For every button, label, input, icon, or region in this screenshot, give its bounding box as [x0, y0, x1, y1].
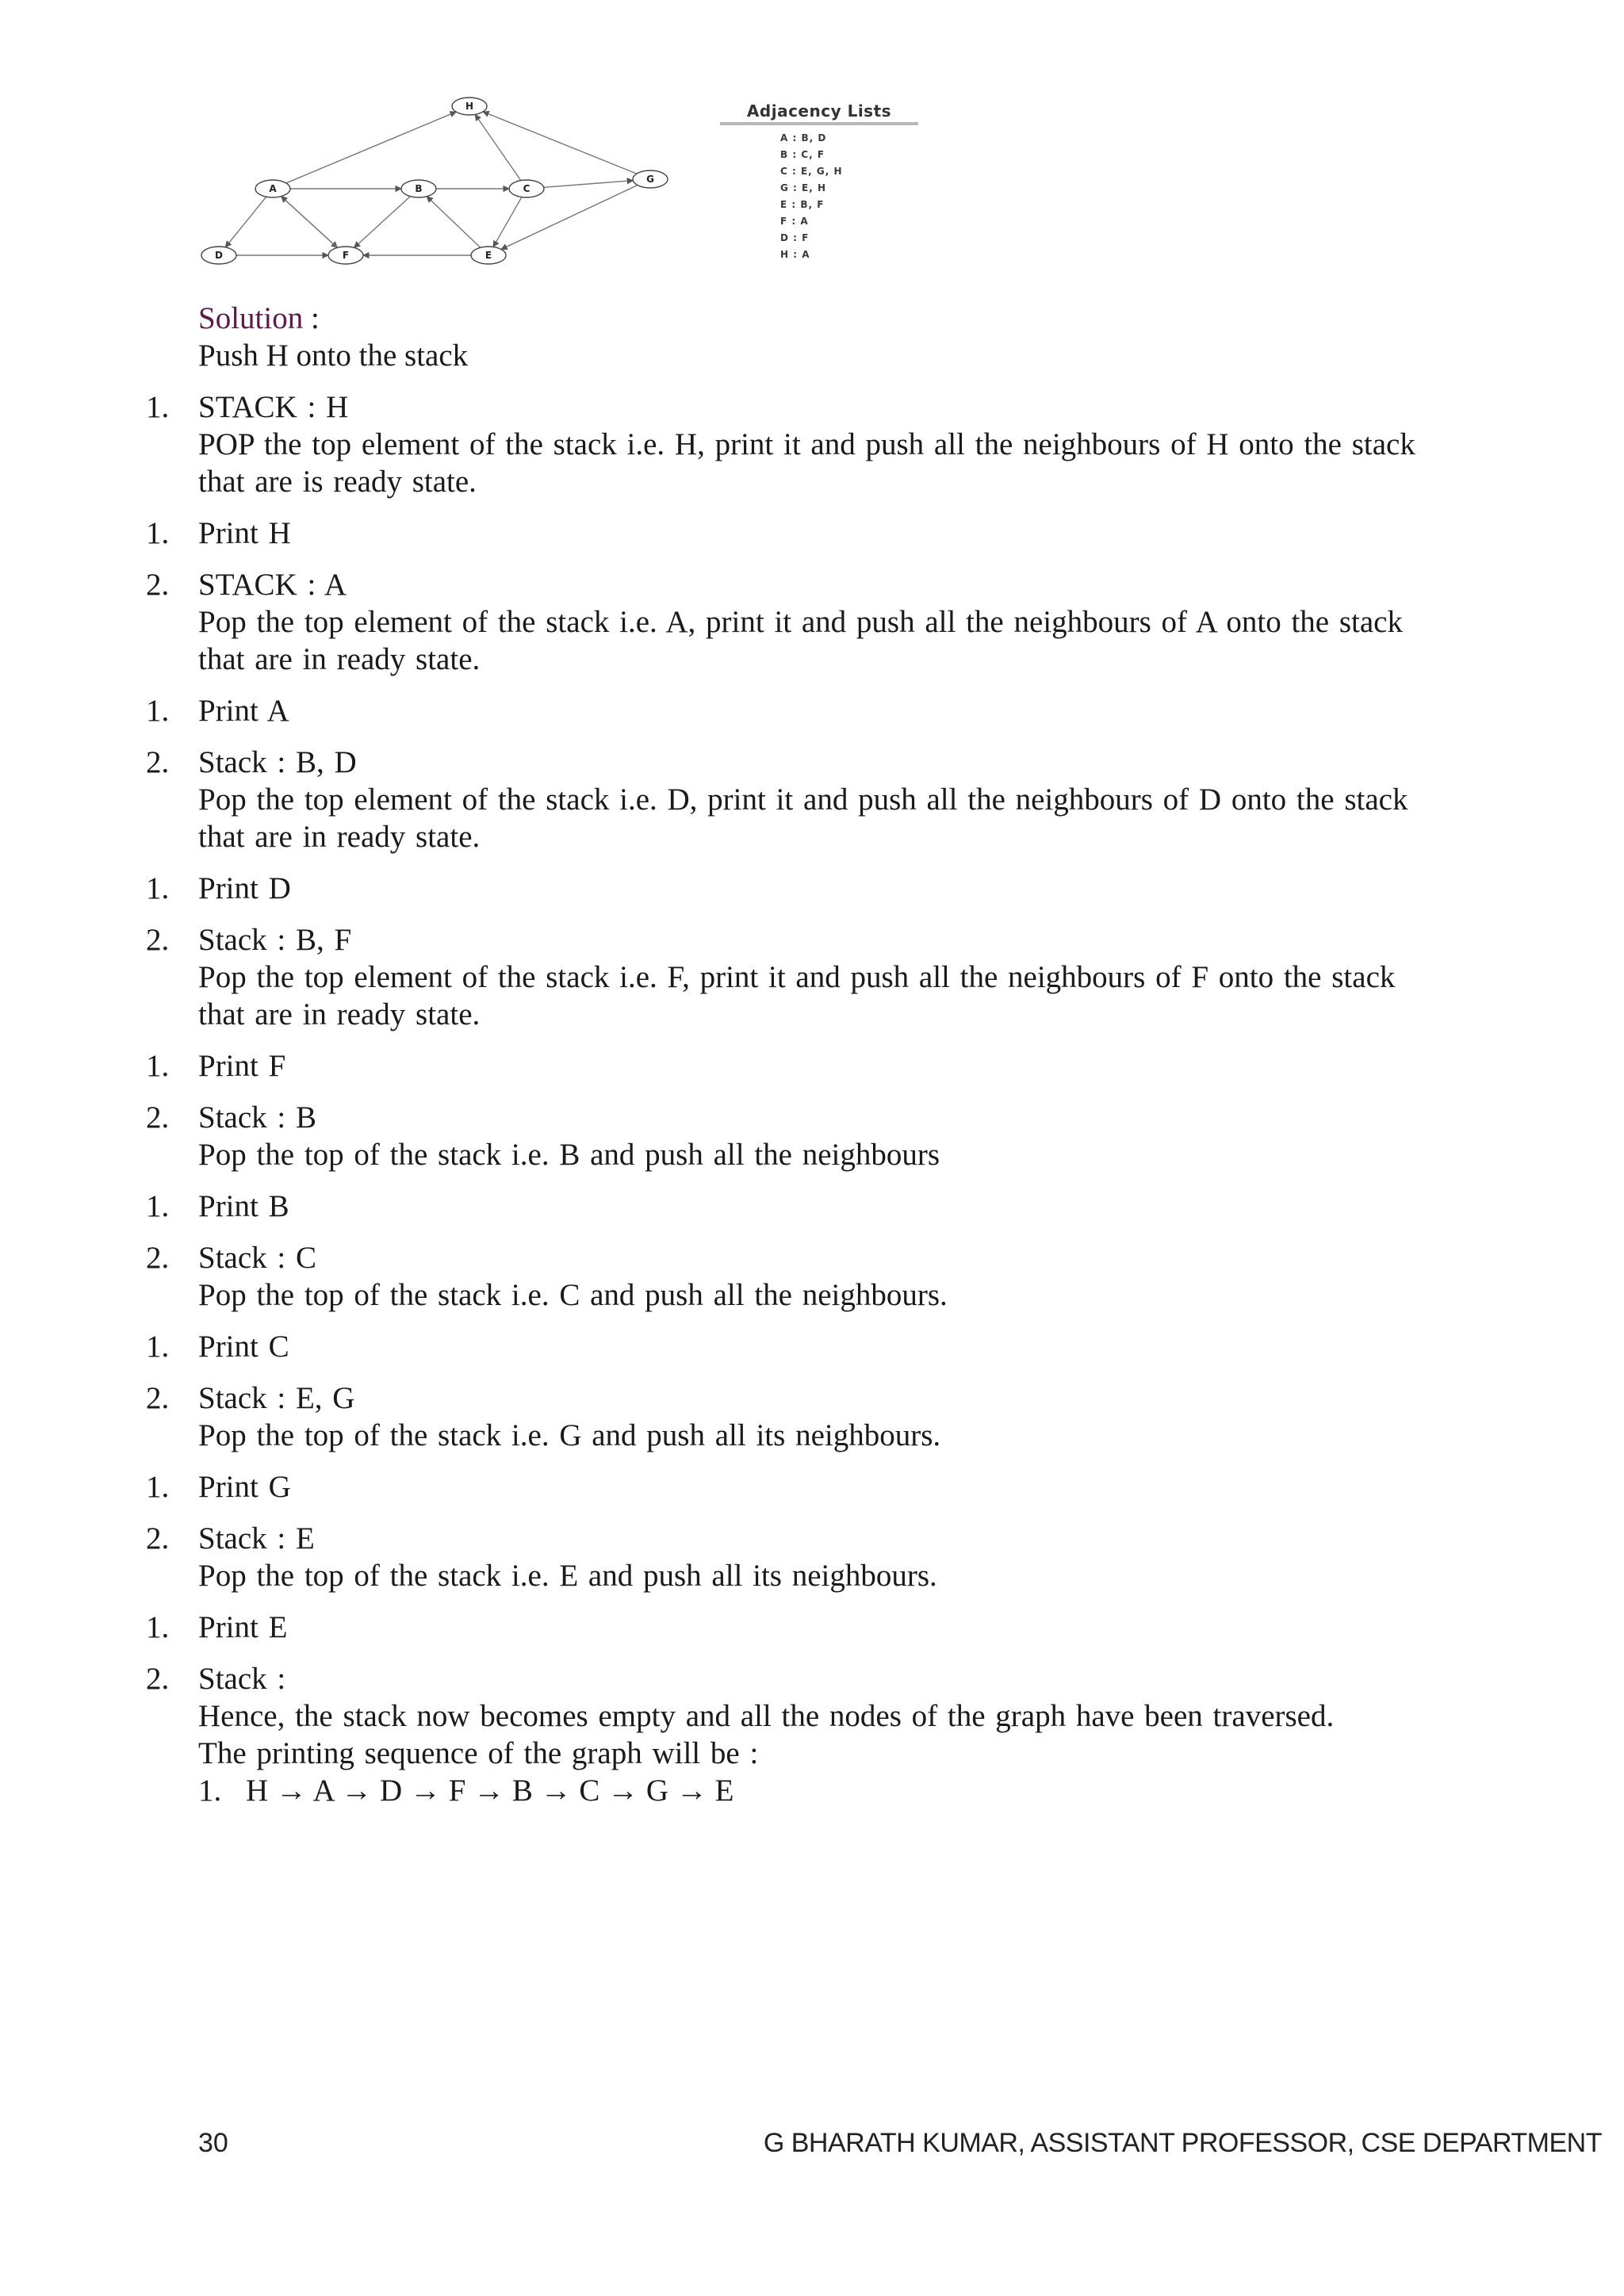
step-number: 1. — [146, 1330, 170, 1364]
adjacency-entry: G : E, H — [780, 182, 826, 193]
step-item — [146, 515, 1446, 552]
graph-node-label: F — [342, 250, 350, 261]
graph-node-d — [201, 247, 236, 264]
step-item — [146, 1328, 1446, 1365]
step-number: 1. — [146, 1189, 170, 1223]
step-label: Print E — [198, 1610, 288, 1644]
step-label: Stack : E, G — [198, 1381, 355, 1415]
step-number: 1. — [146, 871, 170, 905]
sequence-line — [198, 1772, 1446, 1809]
step-label: Stack : C — [198, 1241, 316, 1275]
step-number: 2. — [146, 568, 170, 602]
footer-author: G BHARATH KUMAR, ASSISTANT PROFESSOR, CSE DEPARTMENT — [763, 2128, 1602, 2158]
step-item — [146, 1099, 1446, 1173]
graph-edge-a-d — [225, 197, 266, 247]
step-label: Stack : — [198, 1662, 286, 1696]
graph-diagram — [190, 87, 698, 277]
page-number: 30 — [198, 2128, 228, 2158]
step-label: Stack : B, F — [198, 923, 352, 957]
solution-label: Solution — [198, 301, 304, 335]
adjacency-entry: D : F — [780, 232, 810, 243]
step-number: 2. — [146, 923, 170, 957]
solution-body — [146, 300, 1446, 1823]
step-label: Print H — [198, 516, 291, 550]
step-number: 2. — [146, 745, 170, 779]
adjacency-title: Adjacency Lists — [720, 101, 918, 125]
solution-colon: : — [310, 301, 320, 335]
graph-node-label: C — [523, 183, 530, 194]
graph-edge-f-a — [282, 197, 338, 248]
step-item — [146, 1188, 1446, 1225]
adjacency-list-items — [780, 130, 936, 263]
step-item — [146, 921, 1446, 1033]
graph-node-e — [471, 247, 506, 264]
step-label: Print G — [198, 1470, 291, 1504]
step-description: Pop the top of the stack i.e. C and push all the neighbours. — [198, 1278, 948, 1312]
step-label: Stack : B, D — [198, 745, 357, 779]
step-description: Pop the top of the stack i.e. B and push all the neighbours — [198, 1138, 940, 1172]
graph-node-label: A — [269, 183, 277, 194]
step-list — [146, 388, 1446, 1735]
graph-node-label: H — [465, 101, 474, 112]
step-item — [146, 870, 1446, 907]
graph-node-label: D — [215, 250, 223, 261]
step-label: Stack : B — [198, 1100, 316, 1135]
graph-node-g — [633, 170, 668, 188]
sequence-block — [146, 1735, 1446, 1809]
step-item — [146, 1609, 1446, 1646]
step-number: 1. — [146, 694, 170, 728]
adjacency-entry: E : B, F — [780, 199, 825, 210]
adjacency-entry: F : A — [780, 216, 809, 227]
graph-figure — [190, 87, 698, 277]
step-item — [146, 388, 1446, 500]
adjacency-entry: H : A — [780, 249, 810, 260]
step-label: Print D — [198, 871, 291, 905]
step-item — [146, 1660, 1446, 1735]
step-label: STACK : A — [198, 568, 347, 602]
step-item — [146, 1468, 1446, 1506]
traversal-sequence: H → A → D → F → B → C → G → E — [246, 1774, 734, 1808]
step-item — [146, 692, 1446, 729]
step-number: 1. — [146, 516, 170, 550]
sequence-intro: The printing sequence of the graph will be : — [198, 1736, 759, 1770]
step-number: 2. — [146, 1241, 170, 1275]
step-label: Print F — [198, 1049, 286, 1083]
graph-edge-b-f — [354, 197, 411, 248]
step-item — [146, 1239, 1446, 1314]
step-number: 1. — [146, 1049, 170, 1083]
step-label: Print C — [198, 1330, 289, 1364]
step-number: 2. — [146, 1100, 170, 1135]
step-number: 1. — [146, 1470, 170, 1504]
step-description: Pop the top element of the stack i.e. F, print it and push all the neighbours of F onto the stack that are in ready state. — [198, 960, 1396, 1031]
step-item — [146, 1047, 1446, 1085]
step-item — [146, 1380, 1446, 1454]
step-description: Pop the top of the stack i.e. E and push all its neighbours. — [198, 1559, 937, 1593]
graph-edge-c-e — [493, 197, 522, 247]
step-number: 2. — [146, 1521, 170, 1556]
step-label: STACK : H — [198, 390, 349, 424]
solution-intro: Push H onto the stack — [198, 339, 469, 373]
step-number: 1. — [146, 1610, 170, 1644]
step-description: Pop the top element of the stack i.e. D, print it and push all the neighbours of D onto the stack that are in ready state. — [198, 783, 1408, 854]
step-description: Pop the top of the stack i.e. G and push all its neighbours. — [198, 1418, 941, 1452]
step-label: Print B — [198, 1189, 289, 1223]
step-number: 1. — [146, 390, 170, 424]
graph-edge-g-h — [483, 112, 637, 174]
adjacency-lists — [720, 101, 936, 263]
adjacency-entry: B : C, F — [780, 149, 825, 160]
adjacency-entry: A : B, D — [780, 132, 827, 144]
step-number: 2. — [146, 1381, 170, 1415]
graph-node-h — [452, 98, 487, 115]
step-label: Print A — [198, 694, 289, 728]
graph-node-label: B — [415, 183, 423, 194]
step-description: Hence, the stack now becomes empty and all the nodes of the graph have been traversed. — [198, 1699, 1335, 1733]
step-item — [146, 744, 1446, 855]
graph-edge-a-h — [286, 112, 456, 183]
step-description: POP the top element of the stack i.e. H, print it and push all the neighbours of H onto the stack that are is ready state. — [198, 427, 1415, 499]
step-item — [146, 1520, 1446, 1594]
graph-edge-c-g — [544, 181, 634, 188]
adjacency-entry: C : E, G, H — [780, 166, 843, 177]
graph-node-label: G — [646, 174, 654, 185]
step-label: Stack : E — [198, 1521, 315, 1556]
graph-node-f — [328, 247, 363, 264]
graph-edge-e-b — [427, 197, 481, 248]
step-item — [146, 566, 1446, 678]
step-number: 2. — [146, 1662, 170, 1696]
graph-node-b — [401, 180, 436, 197]
sequence-number: 1. — [198, 1774, 222, 1808]
solution-heading — [146, 300, 1446, 337]
graph-node-a — [255, 180, 290, 197]
graph-node-label: E — [485, 250, 492, 261]
step-description: Pop the top element of the stack i.e. A, print it and push all the neighbours of A onto the stack that are in ready state. — [198, 605, 1403, 676]
graph-node-c — [509, 180, 544, 197]
